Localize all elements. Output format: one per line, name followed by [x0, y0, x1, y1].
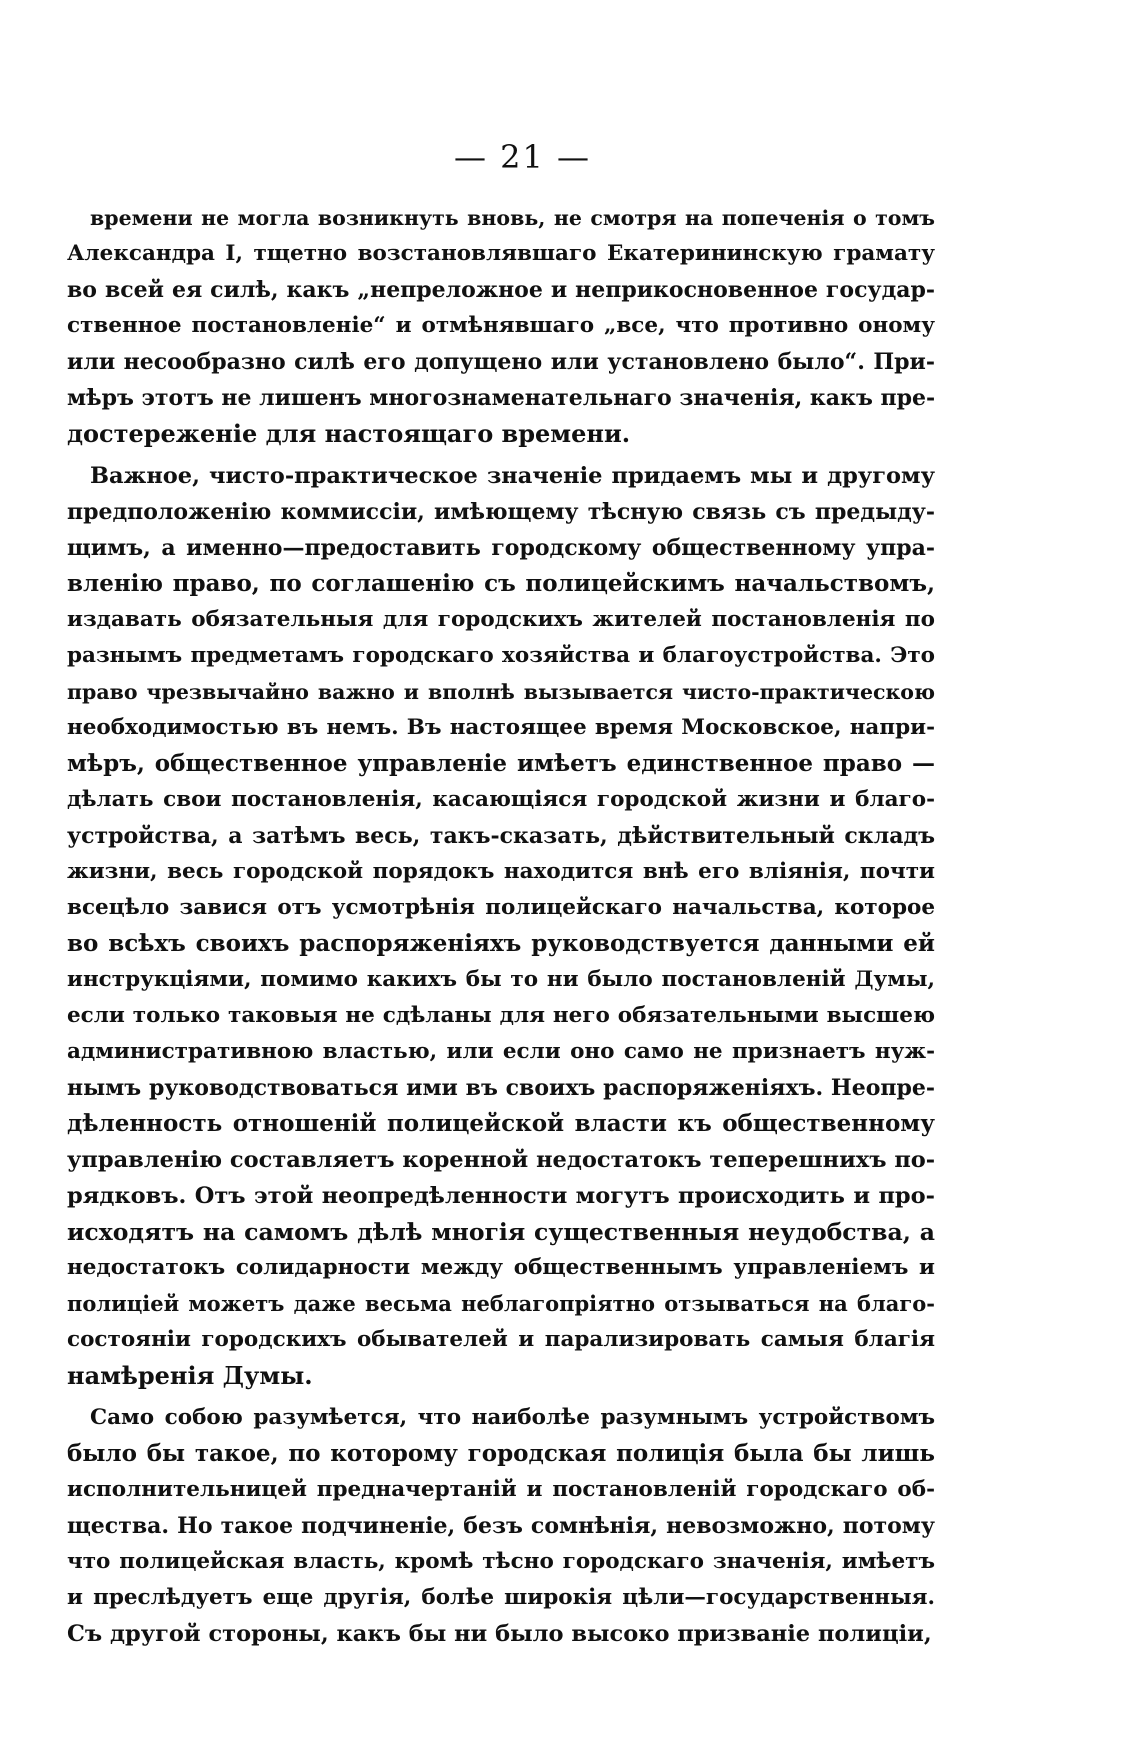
text-line: Александра I, тщетно возстановлявшаго Екатерининскую грамату [67, 241, 935, 266]
paragraph [67, 200, 935, 452]
text-line: щества. Но такое подчиненіе, безъ сомнѣнія, невозможно, потому [67, 1513, 935, 1539]
text-line: Само собою разумѣется, что наиболѣе разумнымъ устройствомъ [90, 1405, 935, 1430]
text-line: рядковъ. Отъ этой неопредѣленности могутъ происходить и про- [67, 1183, 935, 1209]
text-line: что полицейская власть, кромѣ тѣсно городскаго значенія, имѣетъ [67, 1549, 935, 1574]
text-line: инструкціями, помимо какихъ бы то ни было постановленій Думы, [67, 967, 935, 992]
text-line: разнымъ предметамъ городскаго хозяйства и благоустройства. Это [67, 643, 935, 668]
paragraph [67, 1400, 935, 1652]
text-line: полиціей можетъ даже весьма неблагопріятно отзываться на благо- [67, 1291, 935, 1316]
text-line: управленію составляетъ коренной недостатокъ теперешнихъ по- [67, 1147, 935, 1173]
text-line: устройства, а затѣмъ весь, такъ-сказать, дѣйствительный складъ [67, 823, 935, 849]
text-line: намѣренія Думы. [67, 1361, 313, 1390]
text-line: или несообразно силѣ его допущено или установлено было“. При- [67, 349, 935, 375]
text-line: всецѣло завися отъ усмотрѣнія полицейскаго начальства, которое [67, 895, 935, 920]
text-line: административною властью, или если оно само не признаетъ нуж- [67, 1039, 935, 1064]
text-line: Важное, чисто-практическое значеніе придаемъ мы и другому [90, 463, 935, 489]
text-line: во всей ея силѣ, какъ „непреложное и неприкосновенное государ- [67, 277, 935, 303]
text-line: дѣленность отношеній полицейской власти къ общественному [67, 1110, 935, 1137]
text-line: мѣръ, общественное управленіе имѣетъ единственное право — [67, 750, 935, 777]
text-line: жизни, весь городской порядокъ находится внѣ его вліянія, почти [67, 859, 935, 884]
text-line: право чрезвычайно важно и вполнѣ вызывается чисто-практическою [67, 680, 935, 704]
text-line: вленію право, по соглашенію съ полицейскимъ начальствомъ, [67, 570, 935, 597]
body-text [67, 200, 935, 1652]
text-line: необходимостью въ немъ. Въ настоящее время Московское, напри- [67, 715, 935, 740]
text-line: предположенію коммиссіи, имѣющему тѣсную связь съ предыду- [67, 499, 935, 525]
text-line: издавать обязательныя для городскихъ жителей постановленія по [67, 607, 935, 632]
paragraph [67, 458, 935, 1394]
text-line: исполнительницей предначертаній и постановленій городскаго об- [67, 1477, 935, 1502]
text-line: ственное постановленіе“ и отмѣнявшаго „все, что противно оному [67, 313, 935, 338]
text-line: щимъ, а именно—предоставить городскому общественному упра- [67, 535, 935, 561]
text-line: достереженіе для настоящаго времени. [67, 419, 631, 448]
text-line: если только таковыя не сдѣланы для него обязательными высшею [67, 1003, 935, 1028]
text-line: мѣръ этотъ не лишенъ многознаменательнаго значенія, какъ пре- [67, 385, 935, 411]
text-line: нымъ руководствоваться ими въ своихъ распоряженіяхъ. Неопре- [67, 1075, 935, 1101]
text-line: было бы такое, по которому городская полиція была бы лишь [67, 1440, 935, 1467]
text-line: во всѣхъ своихъ распоряженіяхъ руководствуется данными ей [67, 930, 935, 957]
text-line: исходятъ на самомъ дѣлѣ многія существенныя неудобства, а [67, 1218, 935, 1246]
text-line: дѣлать свои постановленія, касающіяся городской жизни и благо- [67, 787, 935, 812]
text-line: времени не могла возникнуть вновь, не смотря на попеченія о томъ [90, 206, 935, 230]
text-line: недостатокъ солидарности между общественнымъ управленіемъ и [67, 1255, 935, 1280]
page-number: — 21 — [453, 138, 592, 176]
text-line: Съ другой стороны, какъ бы ни было высоко призваніе полиціи, [67, 1621, 932, 1647]
text-line: состояніи городскихъ обывателей и парализировать самыя благія [67, 1327, 935, 1352]
text-line: и преслѣдуетъ еще другія, болѣе широкія цѣли—государственныя. [67, 1585, 935, 1610]
